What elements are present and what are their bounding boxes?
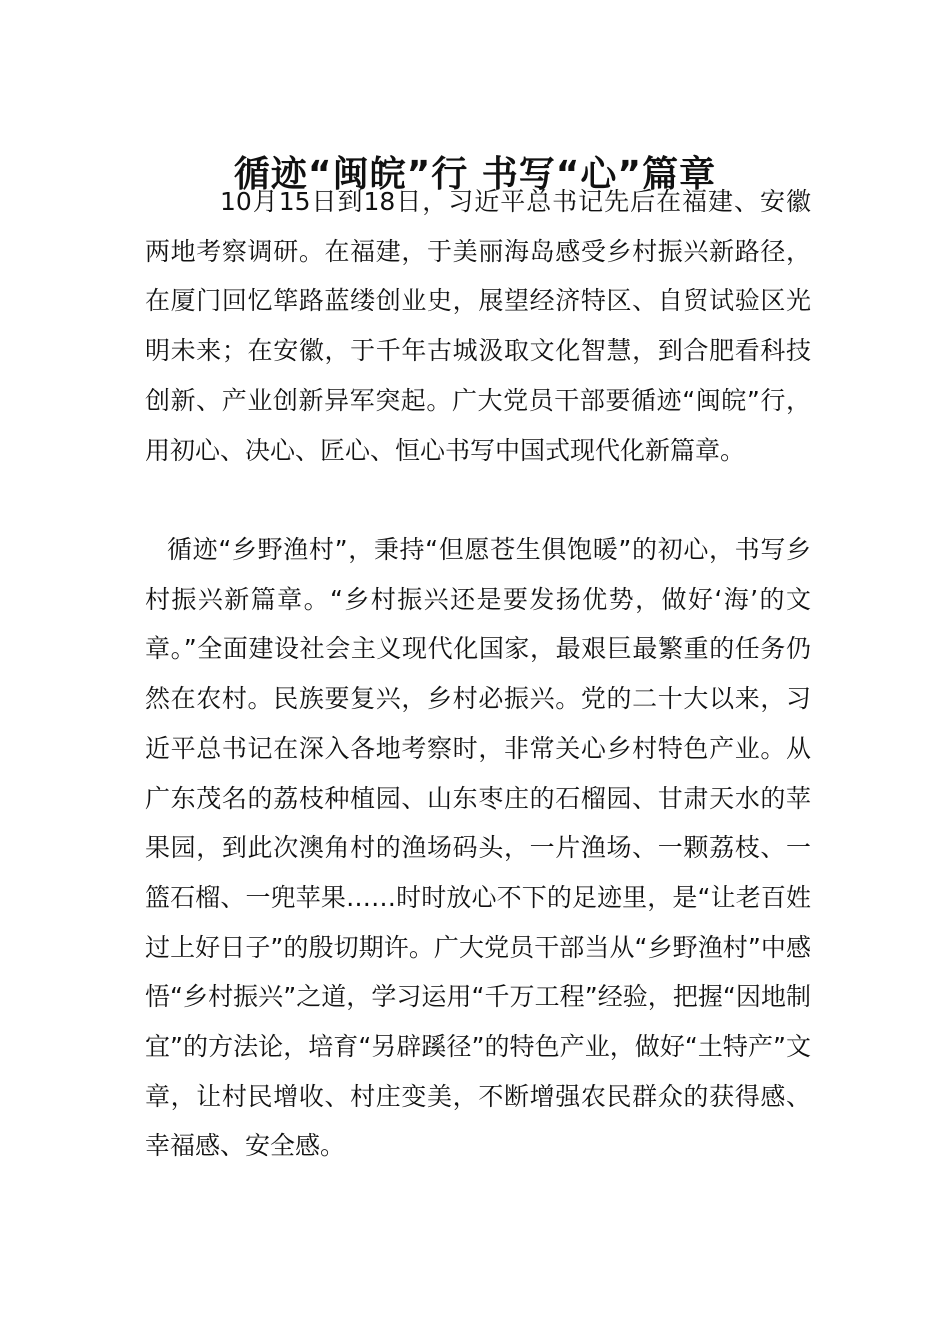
paragraph-2: 循迹“乡野渔村”，秉持“但愿苍生俱饱暖”的初心，书写乡村振兴新篇章。“乡村振兴还是要发扬优势，做好‘海’的文章。”全面建设社会主义现代化国家，最艰巨最繁重的任务仍然在农村。民族要复兴，乡村必振兴。党的二十大以来，习近平总书记在深入各地考察时，非常关心乡村特色产业。从广东茂名的荔枝种植园、山东枣庄的石榴园、甘肃天水的苹果园，到此次澳角村的渔场码头，一片渔场、一颗荔枝、一篮石榴、一兜苹果……时时放心不下的足迹里，是“让老百姓过上好日子”的殷切期许。广大党员干部当从“乡野渔村”中感悟“乡村振兴”之道，学习运用“千万工程”经验，把握“因地制宜”的方法论，培育“另辟蹊径”的特色产业，做好“土特产”文章，让村民增收、村庄变美，不断增强农民群众的获得感、幸福感、安全感。 bbox=[145, 535, 811, 1161]
document-title: 循迹“闽皖”行 书写“心”篇章 bbox=[233, 154, 717, 196]
paragraph-1: 10月15日到18日，习近平总书记先后在福建、安徽两地考察调研。在福建，于美丽海岛感受乡村振兴新路径，在厦门回忆筚路蓝缕创业史，展望经济特区、自贸试验区光明未来；在安徽，于千年古城汲取文化智慧，到合肥看科技创新、产业创新异军突起。广大党员干部要循迹“闽皖”行，用初心、决心、匠心、恒心书写中国式现代化新篇章。 bbox=[145, 187, 811, 465]
